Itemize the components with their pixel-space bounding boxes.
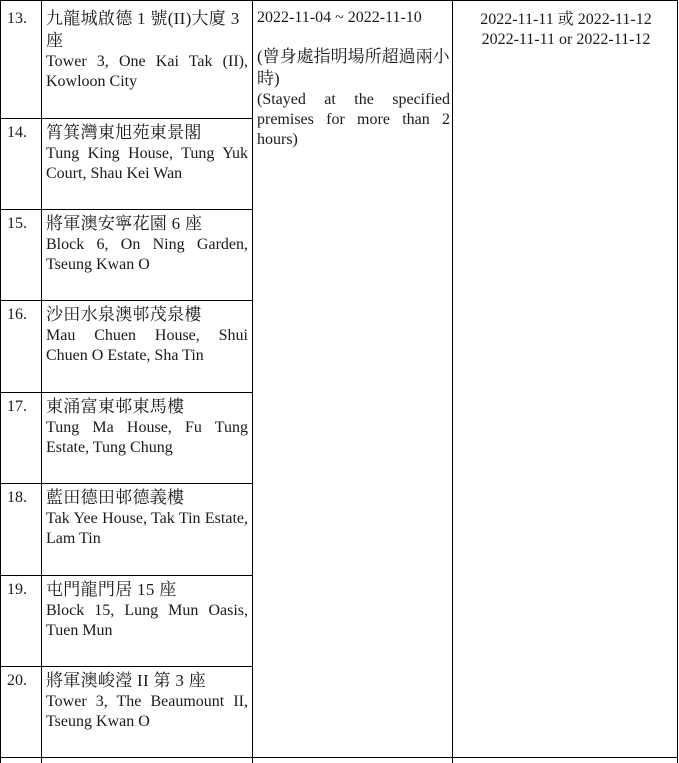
row-number: 15.	[7, 215, 27, 232]
location-name-zh: 沙田水泉澳邨茂泉樓	[46, 305, 202, 324]
location-name-zh: 筲箕灣東旭苑東景閣	[46, 123, 202, 142]
location-name-en: Block 15, Lung Mun Oasis, Tuen Mun	[46, 602, 248, 639]
location-name-en: Tower 3, The Beaumount II, Tseung Kwan O	[46, 693, 248, 730]
visit-note-en: (Stayed at the specified premises for more than 2 hours)	[257, 91, 450, 148]
location-name-zh: 藍田德田邨德義樓	[46, 488, 185, 507]
table-right-border	[677, 0, 678, 763]
location-name-zh: 將軍澳安寧花園 6 座	[46, 214, 203, 233]
test-dates-cell	[455, 10, 677, 50]
location-name-en: Tung Ma House, Fu Tung Estate, Tung Chung	[46, 419, 248, 456]
location-cell	[46, 396, 248, 458]
visit-date-range: 2022-11-04 ~ 2022-11-10	[257, 9, 422, 26]
location-name-zh: 屯門龍門居 15 座	[46, 580, 177, 599]
row-separator	[0, 575, 253, 576]
row-number: 14.	[7, 124, 27, 141]
test-dates-zh: 2022-11-11 或 2022-11-12	[480, 11, 652, 28]
row-number: 16.	[7, 306, 27, 323]
location-name-zh: 九龍城啟德 1 號(II)大廈 3 座	[46, 9, 240, 50]
row-number: 13.	[7, 10, 27, 27]
spacer	[257, 28, 450, 46]
test-dates-en: 2022-11-11 or 2022-11-12	[481, 31, 651, 48]
table-bottom-border	[0, 757, 678, 758]
row-separator	[0, 392, 253, 393]
row-separator	[0, 209, 253, 210]
location-cell	[46, 579, 248, 641]
location-name-en: Block 6, On Ning Garden, Tseung Kwan O	[46, 236, 248, 273]
location-name-en: Tak Yee House, Tak Tin Estate, Lam Tin	[46, 510, 248, 547]
location-cell	[46, 670, 248, 732]
row-separator	[0, 300, 253, 301]
row-separator	[0, 118, 253, 119]
row-separator	[0, 0, 678, 1]
visit-period-cell	[257, 8, 450, 150]
location-column-divider	[252, 0, 253, 763]
period-column-divider	[452, 0, 453, 763]
number-column-divider	[41, 0, 42, 763]
location-cell	[46, 8, 248, 92]
location-name-en: Mau Chuen House, Shui Chuen O Estate, Sha Tin	[46, 327, 248, 364]
table-left-border	[0, 0, 1, 763]
location-name-zh: 將軍澳峻瀅 II 第 3 座	[46, 671, 207, 690]
row-separator	[0, 666, 253, 667]
row-separator	[0, 483, 253, 484]
row-number: 20.	[7, 672, 27, 689]
location-cell	[46, 487, 248, 549]
location-cell	[46, 213, 248, 275]
visit-note-zh: (曾身處指明場所超過兩小時)	[257, 47, 450, 88]
location-name-zh: 東涌富東邨東馬樓	[46, 397, 185, 416]
location-cell	[46, 304, 248, 366]
location-name-en: Tower 3, One Kai Tak (II), Kowloon City	[46, 53, 248, 90]
location-cell	[46, 122, 248, 184]
row-number: 19.	[7, 581, 27, 598]
row-number: 18.	[7, 489, 27, 506]
location-name-en: Tung King House, Tung Yuk Court, Shau Kei Wan	[46, 145, 248, 182]
row-number: 17.	[7, 398, 27, 415]
